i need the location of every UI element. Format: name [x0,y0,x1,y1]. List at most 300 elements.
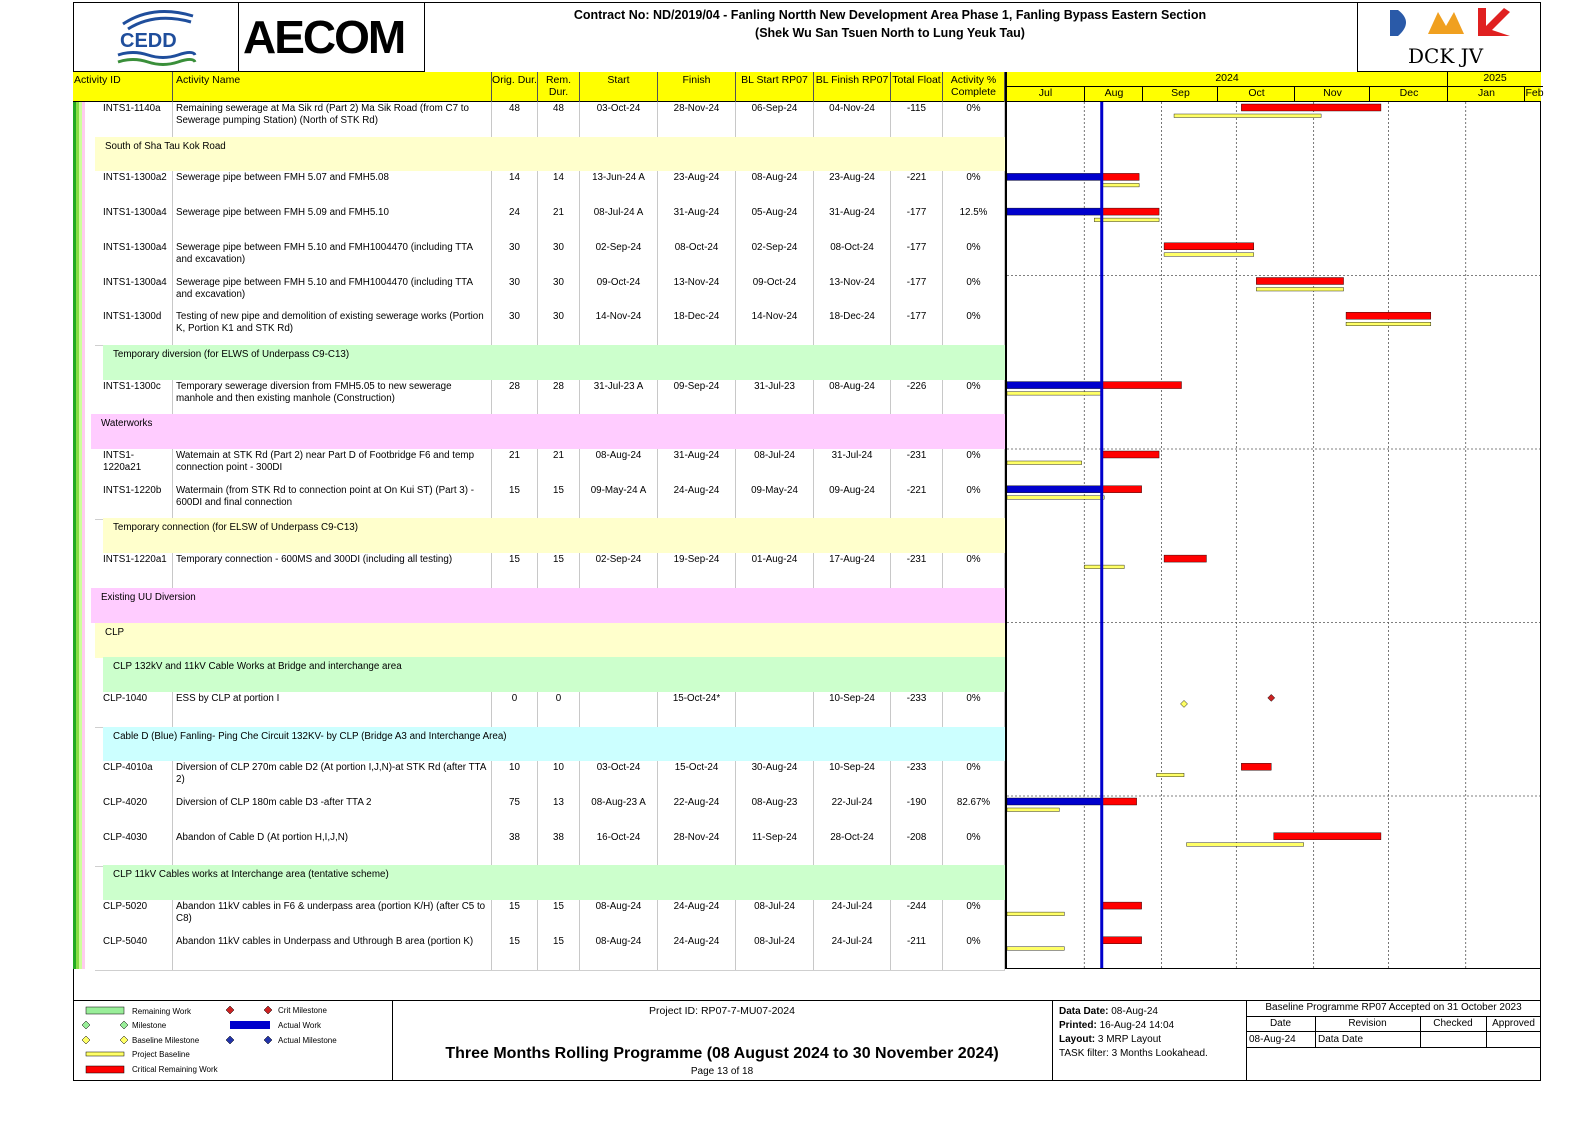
dck-logo-cell [1357,2,1541,72]
cell-orig: 15 [492,553,538,588]
cell-tf: -226 [891,380,943,415]
cell-id: INTS1-1140a [95,102,173,137]
cell-rem: 15 [538,900,580,935]
cell-finish: 15-Oct-24* [658,692,736,727]
cell-name: Abandon of Cable D (At portion H,I,J,N) [173,831,492,866]
milestone-icon [82,1021,90,1029]
month-label: Aug [1084,87,1143,102]
activity-row[interactable] [95,380,1005,416]
cell-id: INTS1-1300a4 [95,241,173,276]
cell-blf: 04-Nov-24 [814,102,891,137]
cell-orig: 0 [492,692,538,727]
cell-start: 08-Aug-24 [580,900,658,935]
cell-start: 16-Oct-24 [580,831,658,866]
cell-finish: 22-Aug-24 [658,796,736,831]
rev-date: 08-Aug-24 [1249,1034,1296,1045]
cell-orig: 38 [492,831,538,866]
baseline-bar [1007,496,1104,500]
cell-name: Sewerage pipe between FMH 5.07 and FMH5.08 [173,171,492,206]
month-label: Dec [1369,87,1448,102]
cell-blf: 18-Dec-24 [814,310,891,345]
cell-start: 09-Oct-24 [580,276,658,311]
cell-id: CLP-4020 [95,796,173,831]
cell-orig: 75 [492,796,538,831]
activity-row[interactable] [95,449,1005,485]
cell-name: Sewerage pipe between FMH 5.09 and FMH5.10 [173,206,492,241]
actual-bar [1007,208,1102,215]
wbs-band-row[interactable] [103,657,1005,692]
col-activity-name[interactable]: Activity Name [173,72,492,102]
baseline-bar [1084,565,1124,569]
timeline-header [1005,72,1544,102]
activity-row[interactable] [95,692,1005,728]
cell-id: INTS1-1300a2 [95,171,173,206]
cell-bls: 08-Jul-24 [736,935,814,970]
cell-bls: 31-Jul-23 [736,380,814,415]
cell-name: ESS by CLP at portion I [173,692,492,727]
data-date-info: Data Date: 08-Aug-24 [1059,1006,1158,1017]
cell-start: 02-Sep-24 [580,553,658,588]
cell-orig: 24 [492,206,538,241]
cell-finish: 18-Dec-24 [658,310,736,345]
cell-rem: 15 [538,935,580,970]
wbs-band-label: Temporary connection (for ELSW of Underpass C9-C13) [113,522,359,534]
critical-bar [1164,243,1254,250]
rev-header: Revision [1348,1018,1387,1029]
legend-label: Actual Work [278,1021,321,1030]
cell-id: INTS1-1220a1 [95,553,173,588]
crit-milestone-icon [226,1006,234,1014]
cell-pct: 0% [943,102,1005,137]
cell-bls: 02-Sep-24 [736,241,814,276]
cell-id: INTS1-1300d [95,310,173,345]
critical-bar [1241,104,1381,111]
cell-tf: -211 [891,935,943,970]
cell-bls: 09-May-24 [736,484,814,519]
critical-bar [1274,833,1381,840]
cell-rem: 48 [538,102,580,137]
cell-pct: 0% [943,484,1005,519]
activity-row[interactable] [95,171,1005,207]
contract-title: Contract No: ND/2019/04 - Fanling Nortth New Development Area Phase 1, Fanling Bypass Eastern Section [573,8,1207,22]
cell-tf: -190 [891,796,943,831]
cell-id: CLP-5040 [95,935,173,970]
wbs-band-row[interactable] [95,137,1005,172]
cell-pct: 0% [943,692,1005,727]
dck-logo-marks [1358,2,1542,42]
wbs-band-row[interactable] [103,865,1005,900]
legend-label: Milestone [132,1021,167,1030]
cell-name: Sewerage pipe between FMH 5.10 and FMH1004470 (including TTA and excavation) [173,276,492,311]
cell-finish: 19-Sep-24 [658,553,736,588]
rev-revision: Data Date [1318,1034,1364,1045]
cell-rem: 30 [538,310,580,345]
legend-label: Baseline Milestone [132,1036,200,1045]
cell-blf: 13-Nov-24 [814,276,891,311]
cell-name: Sewerage pipe between FMH 5.10 and FMH1004470 (including TTA and excavation) [173,241,492,276]
cell-rem: 21 [538,449,580,484]
legend-label: Remaining Work [132,1007,191,1016]
cell-rem: 30 [538,241,580,276]
cell-finish: 28-Nov-24 [658,102,736,137]
cell-start: 08-Aug-23 A [580,796,658,831]
activity-row[interactable] [95,900,1005,936]
svg-text:CEDD: CEDD [120,30,177,52]
baseline-bar [1007,912,1064,916]
baseline-milestone-icon [120,1036,128,1044]
legend-label: Critical Remaining Work [132,1065,218,1074]
month-label: Nov [1294,87,1370,102]
cell-blf: 31-Jul-24 [814,449,891,484]
cell-tf: -208 [891,831,943,866]
activity-row[interactable] [95,241,1005,277]
cell-blf: 08-Aug-24 [814,380,891,415]
cell-finish: 15-Oct-24 [658,761,736,796]
cell-bls: 08-Jul-24 [736,900,814,935]
cell-rem: 21 [538,206,580,241]
wbs-band-label: CLP 132kV and 11kV Cable Works at Bridge and interchange area [113,661,402,673]
col-total-float[interactable]: Total Float [891,72,943,102]
activity-row[interactable] [95,553,1005,589]
cell-start: 08-Aug-24 [580,449,658,484]
cell-rem: 30 [538,276,580,311]
wbs-band-label: Waterworks [101,418,153,430]
cell-orig: 10 [492,761,538,796]
month-label: Jan [1447,87,1525,102]
wbs-band-row[interactable] [103,727,1005,762]
col-finish[interactable]: Finish [658,72,736,102]
cell-pct: 0% [943,310,1005,345]
cell-bls: 01-Aug-24 [736,553,814,588]
activity-row[interactable] [95,276,1005,312]
critical-bar [1102,937,1142,944]
baseline-bar [1164,253,1254,256]
col-activity-id[interactable]: Activity ID [73,72,173,102]
filter-info: TASK filter: 3 Months Lookahead. [1059,1048,1208,1059]
cell-orig: 15 [492,484,538,519]
cell-rem: 10 [538,761,580,796]
cell-finish: 09-Sep-24 [658,380,736,415]
wbs-band-row[interactable] [103,518,1005,553]
year-label: 2024 [1007,72,1448,87]
cell-name: Testing of new pipe and demolition of existing sewerage works (Portion K, Portion K1 and STK Rd) [173,310,492,345]
col-bl-finish[interactable]: BL Finish RP07 [814,72,891,102]
baseline-bar [1157,773,1184,777]
cedd-logo-cell [73,2,239,72]
cell-id: INTS1-1220a21 [95,449,173,484]
gantt-chart [1005,102,1541,969]
legend-label: Project Baseline [132,1050,190,1059]
baseline-bar [1256,288,1343,292]
rev-header: Date [1269,1018,1292,1029]
cell-rem: 13 [538,796,580,831]
cell-tf: -231 [891,553,943,588]
col-orig-dur[interactable]: Orig. Dur. [492,72,538,102]
cell-orig: 15 [492,935,538,970]
cedd-logo [73,2,239,72]
legend-label: Actual Milestone [278,1036,337,1045]
baseline-bar [1007,392,1102,396]
cell-start [580,692,658,727]
baseline-bar [1094,218,1159,222]
cell-blf: 17-Aug-24 [814,553,891,588]
activity-row[interactable] [95,761,1005,797]
col-rem-dur[interactable]: Rem. Dur. [538,72,580,102]
cell-finish: 31-Aug-24 [658,449,736,484]
cell-orig: 28 [492,380,538,415]
cell-bls: 14-Nov-24 [736,310,814,345]
baseline-bar [1007,808,1059,812]
cell-rem: 14 [538,171,580,206]
crit-milestone-icon [264,1006,272,1014]
cell-name: Abandon 11kV cables in F6 & underpass area (portion K/H) (after C5 to C8) [173,900,492,935]
cell-orig: 15 [492,900,538,935]
cell-id: CLP-4010a [95,761,173,796]
actual-bar [1007,382,1102,389]
cell-orig: 21 [492,449,538,484]
actual-milestone-icon [264,1036,272,1044]
critical-bar [1102,451,1159,458]
printed-info: Printed: 16-Aug-24 14:04 [1059,1020,1175,1031]
cell-tf: -177 [891,276,943,311]
cell-start: 13-Jun-24 A [580,171,658,206]
page-number: Page 13 of 18 [690,1066,754,1077]
cell-pct: 0% [943,276,1005,311]
critical-bar [1346,312,1431,319]
cell-pct: 0% [943,449,1005,484]
cell-id: CLP-5020 [95,900,173,935]
cell-name: Abandon 11kV cables in Underpass and Uthrough B area (portion K) [173,935,492,970]
critical-bar [1102,798,1137,805]
cell-bls [736,692,814,727]
cell-blf: 10-Sep-24 [814,761,891,796]
critical-bar [1102,208,1159,215]
cell-bls: 30-Aug-24 [736,761,814,796]
month-label: Sep [1142,87,1218,102]
cell-name: Watemain at STK Rd (Part 2) near Part D of Footbridge F6 and temp connection point - 300DI [173,449,492,484]
cell-bls: 06-Sep-24 [736,102,814,137]
actual-milestone-icon [226,1036,234,1044]
col-start[interactable]: Start [580,72,658,102]
project-id: Project ID: RP07-7-MU07-2024 [649,1005,795,1017]
column-header [73,72,1005,102]
cell-bls: 08-Aug-24 [736,171,814,206]
cell-blf: 22-Jul-24 [814,796,891,831]
contract-subtitle: (Shek Wu San Tsuen North to Lung Yeuk Tau) [755,26,1025,40]
activity-row[interactable] [95,310,1005,346]
cell-finish: 23-Aug-24 [658,171,736,206]
wbs-band-label: CLP 11kV Cables works at Interchange area (tentative scheme) [113,869,389,881]
wbs-band-label: CLP [105,626,125,638]
critical-bar [1102,902,1142,909]
legend-label: Crit Milestone [278,1006,327,1015]
month-label: Oct [1217,87,1295,102]
baseline-milestone-icon [82,1036,90,1044]
cell-start: 03-Oct-24 [580,102,658,137]
cell-finish: 24-Aug-24 [658,935,736,970]
cell-orig: 14 [492,171,538,206]
col-bl-start[interactable]: BL Start RP07 [736,72,814,102]
cell-tf: -244 [891,900,943,935]
cell-pct: 0% [943,761,1005,796]
wbs-band-row[interactable] [91,414,1005,449]
month-label: Jul [1038,87,1053,99]
aecom-logo-cell [239,2,425,72]
cell-pct: 0% [943,935,1005,970]
cell-start: 14-Nov-24 [580,310,658,345]
cell-start: 31-Jul-23 A [580,380,658,415]
cell-finish: 24-Aug-24 [658,484,736,519]
cell-bls: 05-Aug-24 [736,206,814,241]
cell-name: Diversion of CLP 270m cable D2 (At portion I,J,N)-at STK Rd (after TTA 2) [173,761,492,796]
remaining-work-swatch [86,1007,124,1014]
cell-blf: 31-Aug-24 [814,206,891,241]
cell-start: 09-May-24 A [580,484,658,519]
activity-row[interactable] [95,102,1005,138]
wbs-band-row[interactable] [103,345,1005,380]
critical-bar [1241,763,1271,770]
cell-finish: 31-Aug-24 [658,206,736,241]
cell-finish: 13-Nov-24 [658,276,736,311]
cell-rem: 0 [538,692,580,727]
cell-tf: -177 [891,241,943,276]
actual-bar [1007,798,1102,805]
aecom-logo: AECOM [243,11,405,63]
cell-pct: 0% [943,380,1005,415]
wbs-band-row[interactable] [91,588,1005,623]
cell-name: Temporary sewerage diversion from FMH5.05 to new sewerage manhole and then existing manhole (Construction) [173,380,492,415]
wbs-stripe [82,102,85,969]
baseline-bar [1007,461,1082,465]
cell-pct: 0% [943,831,1005,866]
cell-rem: 28 [538,380,580,415]
cell-bls: 09-Oct-24 [736,276,814,311]
baseline-bar [1346,322,1431,326]
critical-work-swatch [86,1066,124,1073]
cell-name: Diversion of CLP 180m cable D3 -after TTA 2 [173,796,492,831]
cell-pct: 82.67% [943,796,1005,831]
rev-header: Approved [1492,1018,1535,1029]
cell-id: INTS1-1300a4 [95,276,173,311]
cell-name: Temporary connection - 600MS and 300DI (including all testing) [173,553,492,588]
cell-orig: 48 [492,102,538,137]
col-pct-complete[interactable]: Activity % Complete [943,72,1005,102]
month-label: Feb [1524,87,1544,102]
baseline-bar [1186,843,1303,847]
cell-blf: 10-Sep-24 [814,692,891,727]
activity-row[interactable] [95,935,1005,971]
cell-blf: 08-Oct-24 [814,241,891,276]
cell-id: CLP-4030 [95,831,173,866]
critical-bar [1102,173,1139,180]
cell-id: INTS1-1300a4 [95,206,173,241]
actual-bar [1007,486,1102,493]
cell-finish: 08-Oct-24 [658,241,736,276]
critical-milestone [1268,694,1275,701]
baseline-bar [1007,947,1064,951]
activity-row[interactable] [95,206,1005,242]
milestone-icon [120,1021,128,1029]
cell-finish: 24-Aug-24 [658,900,736,935]
wbs-band-label: South of Sha Tau Kok Road [105,140,226,152]
cell-blf: 24-Jul-24 [814,935,891,970]
cell-start: 08-Jul-24 A [580,206,658,241]
baseline-milestone [1181,700,1188,707]
cell-bls: 08-Aug-23 [736,796,814,831]
baseline-bar [1102,183,1139,187]
cell-orig: 30 [492,310,538,345]
year-label: 2025 [1447,72,1543,87]
cell-tf: -115 [891,102,943,137]
wbs-band-label: Cable D (Blue) Fanling- Ping Che Circuit 132KV- by CLP (Bridge A3 and Interchange Area) [113,730,507,742]
cell-pct: 0% [943,900,1005,935]
cell-tf: -233 [891,761,943,796]
cell-id: INTS1-1300c [95,380,173,415]
cell-tf: -231 [891,449,943,484]
cell-start: 02-Sep-24 [580,241,658,276]
cell-pct: 0% [943,553,1005,588]
cell-bls: 08-Jul-24 [736,449,814,484]
critical-bar [1256,278,1343,285]
cell-name: Remaining sewerage at Ma Sik rd (Part 2) Ma Sik Road (from C7 to Sewerage pumping Station) (North of STK Rd) [173,102,492,137]
cell-start: 03-Oct-24 [580,761,658,796]
wbs-band-label: Temporary diversion (for ELWS of Underpass C9-C13) [113,348,350,360]
divider [1052,1000,1053,1081]
cell-name: Watermain (from STK Rd to connection point at On Kui ST) (Part 3) - 600DI and final connection [173,484,492,519]
legend [78,1004,388,1078]
layout-info: Layout: 3 MRP Layout [1059,1034,1162,1045]
cell-finish: 28-Nov-24 [658,831,736,866]
cell-rem: 15 [538,553,580,588]
cell-bls: 11-Sep-24 [736,831,814,866]
project-baseline-swatch [86,1052,124,1056]
dck-jv-text: DCK JV [1408,44,1484,68]
cell-tf: -221 [891,484,943,519]
cell-id: CLP-1040 [95,692,173,727]
cell-tf: -177 [891,206,943,241]
actual-bar [1007,173,1102,180]
critical-bar [1102,382,1182,389]
activity-row[interactable] [95,796,1005,832]
cell-pct: 0% [943,171,1005,206]
cell-pct: 0% [943,241,1005,276]
cell-start: 08-Aug-24 [580,935,658,970]
cell-blf: 09-Aug-24 [814,484,891,519]
critical-bar [1102,486,1142,493]
cell-rem: 38 [538,831,580,866]
cell-blf: 24-Jul-24 [814,900,891,935]
baseline-note: Baseline Programme RP07 Accepted on 31 October 2023 [1265,1002,1522,1013]
rev-header: Checked [1433,1018,1473,1029]
report-title: Three Months Rolling Programme (08 August 2024 to 30 November 2024) [445,1045,999,1062]
wbs-band-label: Existing UU Diversion [101,591,196,603]
activity-row[interactable] [95,484,1005,520]
cell-blf: 23-Aug-24 [814,171,891,206]
cell-rem: 15 [538,484,580,519]
cell-tf: -233 [891,692,943,727]
cell-id: INTS1-1220b [95,484,173,519]
cell-tf: -177 [891,310,943,345]
wbs-band-row[interactable] [95,623,1005,658]
cell-pct: 12.5% [943,206,1005,241]
critical-bar [1164,555,1206,562]
actual-work-swatch [230,1021,270,1029]
cell-orig: 30 [492,241,538,276]
baseline-bar [1174,114,1321,118]
cell-blf: 28-Oct-24 [814,831,891,866]
cell-tf: -221 [891,171,943,206]
activity-row[interactable] [95,831,1005,867]
